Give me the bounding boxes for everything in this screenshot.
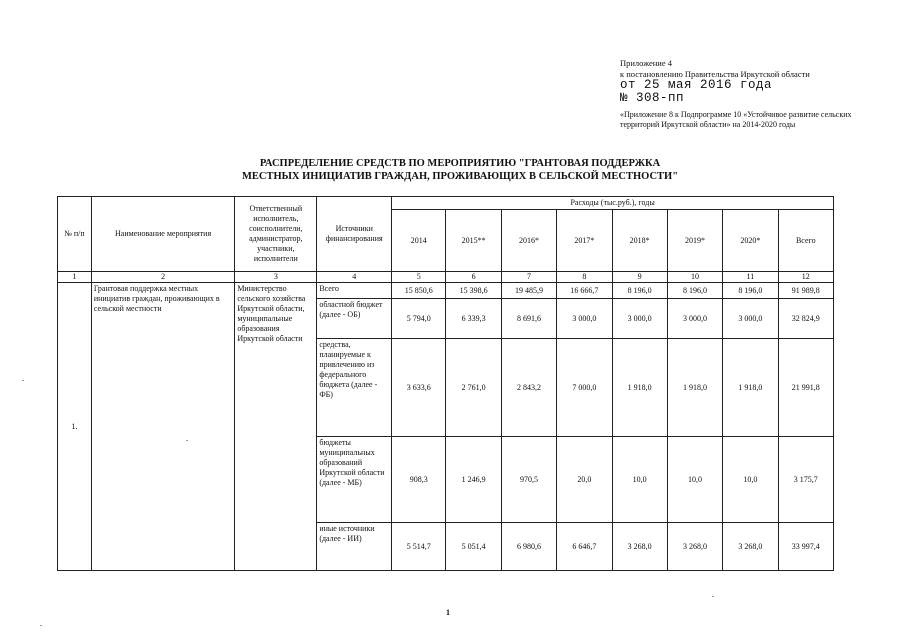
appendix-header bbox=[620, 58, 860, 130]
table-row bbox=[58, 283, 834, 299]
value-cell: 8 196,0 bbox=[723, 283, 778, 299]
value-cell: 3 268,0 bbox=[667, 523, 722, 571]
page-number: 1 bbox=[446, 608, 450, 617]
header-year: 2020* bbox=[723, 210, 778, 272]
value-cell: 5 514,7 bbox=[392, 523, 446, 571]
value-cell: 1 918,0 bbox=[667, 339, 722, 437]
scan-speck bbox=[40, 625, 42, 626]
value-cell: 10,0 bbox=[612, 437, 667, 523]
title-line-1: РАСПРЕДЕЛЕНИЕ СРЕДСТВ ПО МЕРОПРИЯТИЮ "ГРАНТОВАЯ ПОДДЕРЖКА bbox=[259, 158, 661, 169]
title-line-2: МЕСТНЫХ ИНИЦИАТИВ ГРАЖДАН, ПРОЖИВАЮЩИХ В СЕЛЬСКОЙ МЕСТНОСТИ" bbox=[241, 171, 679, 182]
total-cell: 91 989,8 bbox=[778, 283, 833, 299]
value-cell: 20,0 bbox=[557, 437, 612, 523]
header-year: 2017* bbox=[557, 210, 612, 272]
column-number: 2 bbox=[91, 272, 235, 283]
value-cell: 15 850,6 bbox=[392, 283, 446, 299]
value-cell: 2 843,2 bbox=[501, 339, 556, 437]
value-cell: 7 000,0 bbox=[557, 339, 612, 437]
column-number: 7 bbox=[501, 272, 556, 283]
header-year: 2018* bbox=[612, 210, 667, 272]
decree-number: № 308-пп bbox=[620, 90, 685, 105]
value-cell: 10,0 bbox=[723, 437, 778, 523]
column-number: 9 bbox=[612, 272, 667, 283]
value-cell: 3 633,6 bbox=[392, 339, 446, 437]
decree-label: к постановлению Правительства Иркутской области bbox=[620, 68, 810, 79]
value-cell: 5 051,4 bbox=[446, 523, 501, 571]
value-cell: 1 246,9 bbox=[446, 437, 501, 523]
value-cell: 3 000,0 bbox=[557, 299, 612, 339]
header-sources: Источники финансирования bbox=[317, 197, 392, 272]
value-cell: 908,3 bbox=[392, 437, 446, 523]
column-number: 11 bbox=[723, 272, 778, 283]
appendix-label: Приложение 4 bbox=[620, 58, 672, 68]
column-number: 5 bbox=[392, 272, 446, 283]
header-executor: Ответственный исполнитель, соисполнители, администратор, участники, исполнители bbox=[235, 197, 317, 272]
column-number: 8 bbox=[557, 272, 612, 283]
total-cell: 3 175,7 bbox=[778, 437, 833, 523]
value-cell: 1 918,0 bbox=[723, 339, 778, 437]
decree-date: от 25 мая 2016 года bbox=[620, 78, 773, 92]
value-cell: 19 485,9 bbox=[501, 283, 556, 299]
column-number: 1 bbox=[58, 272, 92, 283]
value-cell: 3 000,0 bbox=[723, 299, 778, 339]
value-cell: 6 980,6 bbox=[501, 523, 556, 571]
value-cell: 16 666,7 bbox=[557, 283, 612, 299]
value-cell: 6 646,7 bbox=[557, 523, 612, 571]
value-cell: 6 339,3 bbox=[446, 299, 501, 339]
value-cell: 10,0 bbox=[667, 437, 722, 523]
header-year: 2016* bbox=[501, 210, 556, 272]
value-cell: 1 918,0 bbox=[612, 339, 667, 437]
value-cell: 8 196,0 bbox=[612, 283, 667, 299]
column-number: 10 bbox=[667, 272, 722, 283]
scan-speck bbox=[186, 440, 188, 441]
value-cell: 8 196,0 bbox=[667, 283, 722, 299]
value-cell: 15 398,6 bbox=[446, 283, 501, 299]
header-num: № п/п bbox=[58, 197, 92, 272]
activity-name: Грантовая поддержка местных инициатив граждан, проживающих в сельской местности bbox=[91, 283, 235, 571]
document-title bbox=[200, 157, 720, 183]
source-cell: бюджеты муниципальных образований Иркутской области (далее - МБ) bbox=[317, 437, 392, 523]
source-cell: средства, планируемые к привлечению из федерального бюджета (далее - ФБ) bbox=[317, 339, 392, 437]
header-name: Наименование мероприятия bbox=[91, 197, 235, 272]
value-cell: 5 794,0 bbox=[392, 299, 446, 339]
funding-table bbox=[57, 196, 834, 571]
header-year: 2015** bbox=[446, 210, 501, 272]
source-cell: иные источники (далее - ИИ) bbox=[317, 523, 392, 571]
total-cell: 32 824,9 bbox=[778, 299, 833, 339]
column-number: 6 bbox=[446, 272, 501, 283]
total-cell: 33 997,4 bbox=[778, 523, 833, 571]
header-expenses: Расходы (тыс.руб.), годы bbox=[392, 197, 834, 210]
value-cell: 3 268,0 bbox=[612, 523, 667, 571]
header-total: Всего bbox=[778, 210, 833, 272]
source-cell: Всего bbox=[317, 283, 392, 299]
scan-speck bbox=[712, 596, 714, 597]
value-cell: 3 000,0 bbox=[667, 299, 722, 339]
scan-speck bbox=[22, 380, 24, 381]
column-number: 12 bbox=[778, 272, 833, 283]
value-cell: 3 268,0 bbox=[723, 523, 778, 571]
program-reference: «Приложение 8 к Подпрограмме 10 «Устойчивое развитие сельских территорий Иркутской области» на 2014-2020 годы bbox=[620, 110, 852, 129]
header-year: 2014 bbox=[392, 210, 446, 272]
value-cell: 8 691,6 bbox=[501, 299, 556, 339]
total-cell: 21 991,8 bbox=[778, 339, 833, 437]
source-cell: областной бюджет (далее - ОБ) bbox=[317, 299, 392, 339]
value-cell: 2 761,0 bbox=[446, 339, 501, 437]
header-year: 2019* bbox=[667, 210, 722, 272]
column-number: 3 bbox=[235, 272, 317, 283]
column-number: 4 bbox=[317, 272, 392, 283]
row-number: 1. bbox=[58, 283, 92, 571]
value-cell: 970,5 bbox=[501, 437, 556, 523]
executor-name: Министерство сельского хозяйства Иркутской области, муниципальные образования Иркутской области bbox=[235, 283, 317, 571]
value-cell: 3 000,0 bbox=[612, 299, 667, 339]
